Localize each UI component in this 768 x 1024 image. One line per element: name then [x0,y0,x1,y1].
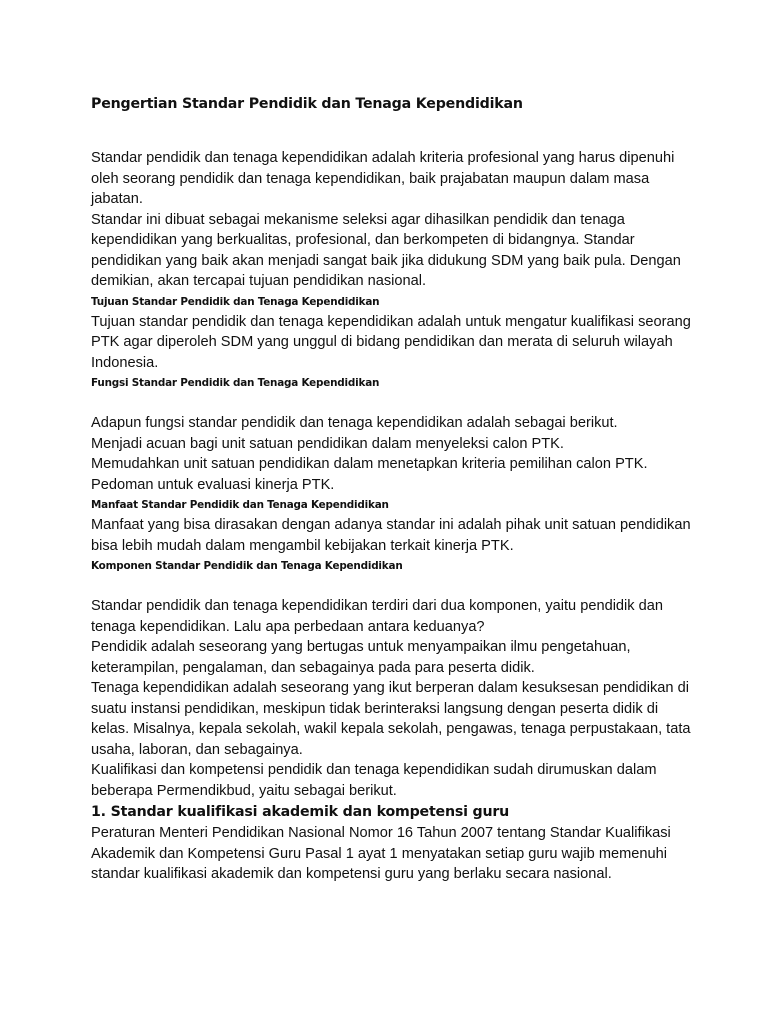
document-page [91,94,691,885]
fungsi-line-2: Menjadi acuan bagi unit satuan pendidikan dalam menyeleksi calon PTK. [91,435,564,452]
section-1-heading: 1. Standar kualifikasi akademik dan kompetensi guru [91,804,510,820]
spacer [91,393,691,413]
intro-paragraph-1: Standar pendidik dan tenaga kependidikan adalah kriteria profesional yang harus dipenuhi oleh seorang pendidik dan tenaga kependidikan, baik prajabatan maupun dalam masa jabatan. [91,150,675,207]
fungsi-heading: Fungsi Standar Pendidik dan Tenaga Kependidikan [91,377,380,389]
fungsi-line-1: Adapun fungsi standar pendidik dan tenaga kependidikan adalah sebagai berikut. [91,415,618,431]
komponen-paragraph-2: Pendidik adalah seseorang yang bertugas untuk menyampaikan ilmu pengetahuan, keterampilan, pengalaman, dan sebagainya pada para peserta didik. [91,639,631,676]
spacer [91,114,691,148]
spacer [91,576,691,596]
komponen-paragraph-3: Tenaga kependidikan adalah seseorang yang ikut berperan dalam kesuksesan pendidikan di suatu instansi pendidikan, meskipun tidak berinteraksi langsung dengan peserta didik di kelas. Misalnya, kepala sekolah, wakil kepala sekolah, pengawas, tenaga perpustakaan, tata usaha, laboran, dan sebagainya. [91,680,691,758]
fungsi-line-3: Memudahkan unit satuan pendidikan dalam menetapkan kriteria pemilihan calon PTK. [91,456,648,472]
fungsi-line-4: Pedoman untuk evaluasi kinerja PTK. [91,476,335,493]
tujuan-heading: Tujuan Standar Pendidik dan Tenaga Kependidikan [91,295,380,308]
section-1-paragraph: Peraturan Menteri Pendidikan Nasional Nomor 16 Tahun 2007 tentang Standar Kualifikasi Akademik dan Kompetensi Guru Pasal 1 ayat 1 menyatakan setiap guru wajib memenuhi standar kualifikasi akademik dan kompetensi guru yang berlaku secara nasional. [91,825,671,882]
komponen-paragraph-4: Kualifikasi dan kompetensi pendidik dan tenaga kependidikan sudah dirumuskan dalam beberapa Permendikbud, yaitu sebagai berikut. [91,762,657,799]
intro-paragraph-2: Standar ini dibuat sebagai mekanisme seleksi agar dihasilkan pendidik dan tenaga kependidikan yang berkualitas, profesional, dan berkompeten di bidangnya. Standar pendidikan yang baik akan menjadi sangat baik jika didukung SDM yang baik pula. Dengan demikian, akan tercapai tujuan pendidikan nasional. [91,211,681,289]
komponen-paragraph-1: Standar pendidik dan tenaga kependidikan terdiri dari dua komponen, yaitu pendidik dan tenaga kependidikan. Lalu apa perbedaan antara keduanya? [91,598,663,635]
manfaat-heading: Manfaat Standar Pendidik dan Tenaga Kependidikan [91,499,389,511]
tujuan-paragraph: Tujuan standar pendidik dan tenaga kependidikan adalah untuk mengatur kualifikasi seorang PTK agar diperoleh SDM yang unggul di bidang pendidikan dan merata di seluruh wilayah Indonesia. [91,313,691,371]
manfaat-paragraph: Manfaat yang bisa dirasakan dengan adanya standar ini adalah pihak unit satuan pendidikan bisa lebih mudah dalam mengambil kebijakan terkait kinerja PTK. [91,517,691,554]
page-title: Pengertian Standar Pendidik dan Tenaga Kependidikan [91,96,523,112]
komponen-heading: Komponen Standar Pendidik dan Tenaga Kependidikan [91,560,403,572]
